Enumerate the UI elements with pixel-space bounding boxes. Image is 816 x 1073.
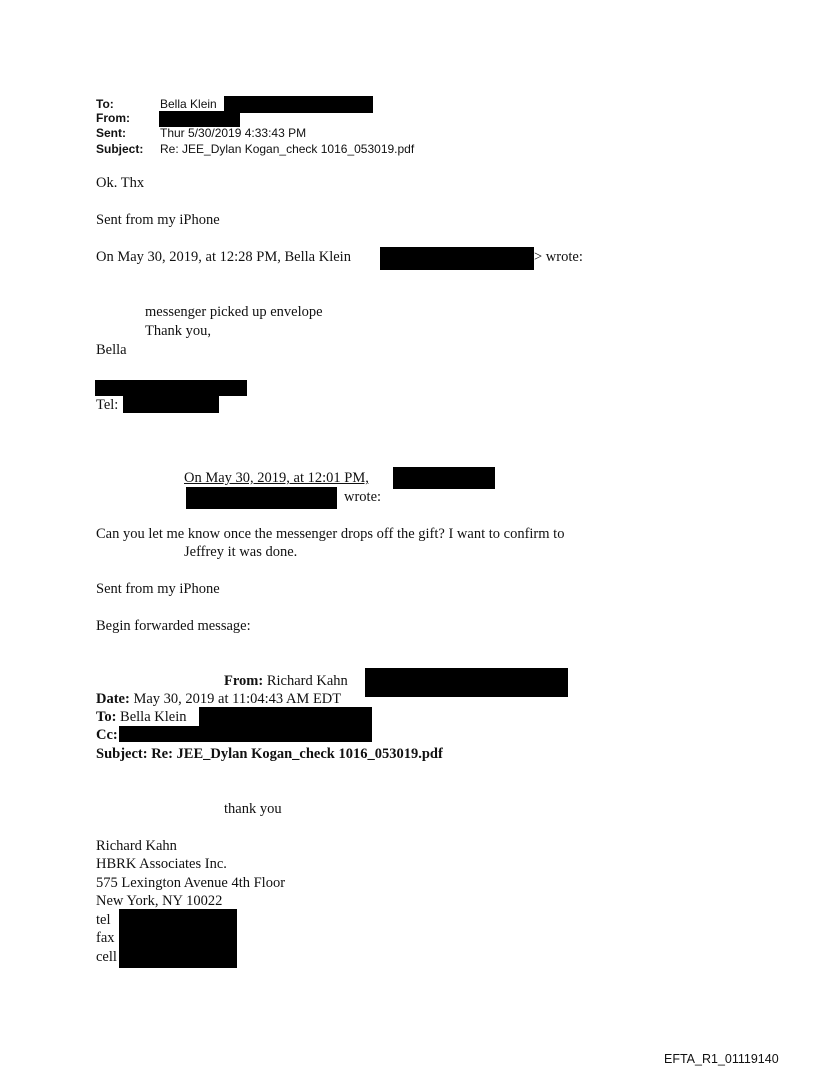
reply-body: Ok. Thx	[96, 175, 145, 191]
nested-signature: Sent from my iPhone	[96, 581, 220, 597]
fwd-date	[96, 690, 341, 708]
nested-body-line-2: Jeffrey it was done.	[184, 544, 298, 560]
sig-address: 575 Lexington Avenue 4th Floor	[96, 875, 286, 891]
fwd-from-value: Richard Kahn	[266, 673, 348, 689]
sent-value: Thur 5/30/2019 4:33:43 PM	[160, 126, 307, 140]
redaction-box	[95, 380, 247, 396]
redaction-box	[224, 96, 373, 113]
fwd-to-label: To:	[96, 709, 117, 725]
sig-city: New York, NY 10022	[96, 893, 223, 909]
fwd-date-value: May 30, 2019 at 11:04:43 AM EDT	[133, 691, 342, 707]
redaction-box	[365, 668, 568, 697]
sent-label: Sent:	[96, 126, 126, 140]
reply-signature: Sent from my iPhone	[96, 212, 220, 228]
quote-intro: On May 30, 2019, at 12:28 PM, Bella Klein	[96, 249, 351, 265]
redaction-box	[159, 111, 240, 127]
fwd-subject-label: Subject:	[96, 746, 148, 762]
redaction-box	[123, 396, 219, 413]
nested-wrote: wrote:	[344, 489, 382, 505]
fwd-from	[224, 672, 348, 690]
fwd-date-label: Date:	[96, 691, 130, 707]
redaction-box	[186, 487, 337, 509]
sig-tel-label: tel	[96, 912, 111, 928]
bella-line-2: Thank you,	[145, 323, 212, 339]
redaction-box	[393, 467, 495, 489]
fwd-body: thank you	[224, 801, 282, 817]
from-label: From:	[96, 111, 130, 125]
fwd-subject-value: Re: JEE_Dylan Kogan_check 1016_053019.pdf	[151, 746, 443, 762]
sig-name: Richard Kahn	[96, 838, 177, 854]
forwarded-intro: Begin forwarded message:	[96, 618, 251, 634]
fwd-from-label: From:	[224, 673, 264, 689]
bates-number: EFTA_R1_01119140	[664, 1052, 779, 1066]
fwd-subject	[96, 745, 443, 763]
quote-wrote: > wrote:	[534, 249, 583, 265]
nested-body-line-1: Can you let me know once the messenger drops off the gift? I want to confirm to	[96, 526, 565, 542]
fwd-cc-label: Cc:	[96, 727, 118, 743]
bella-name: Bella	[96, 342, 127, 358]
fwd-to-value: Bella Klein	[120, 709, 187, 725]
nested-intro: On May 30, 2019, at 12:01 PM,	[184, 470, 369, 486]
redaction-box	[380, 247, 534, 270]
redaction-box	[119, 909, 237, 968]
to-label: To:	[96, 97, 114, 111]
fwd-to	[96, 708, 187, 726]
sig-fax-label: fax	[96, 930, 115, 946]
sig-company: HBRK Associates Inc.	[96, 856, 227, 872]
to-value: Bella Klein	[160, 97, 217, 111]
redaction-box	[119, 726, 372, 742]
bella-tel-label: Tel:	[96, 397, 119, 413]
sig-cell-label: cell	[96, 949, 117, 965]
bella-line-1: messenger picked up envelope	[145, 304, 323, 320]
subject-value: Re: JEE_Dylan Kogan_check 1016_053019.pdf	[160, 142, 415, 156]
subject-label: Subject:	[96, 142, 144, 156]
